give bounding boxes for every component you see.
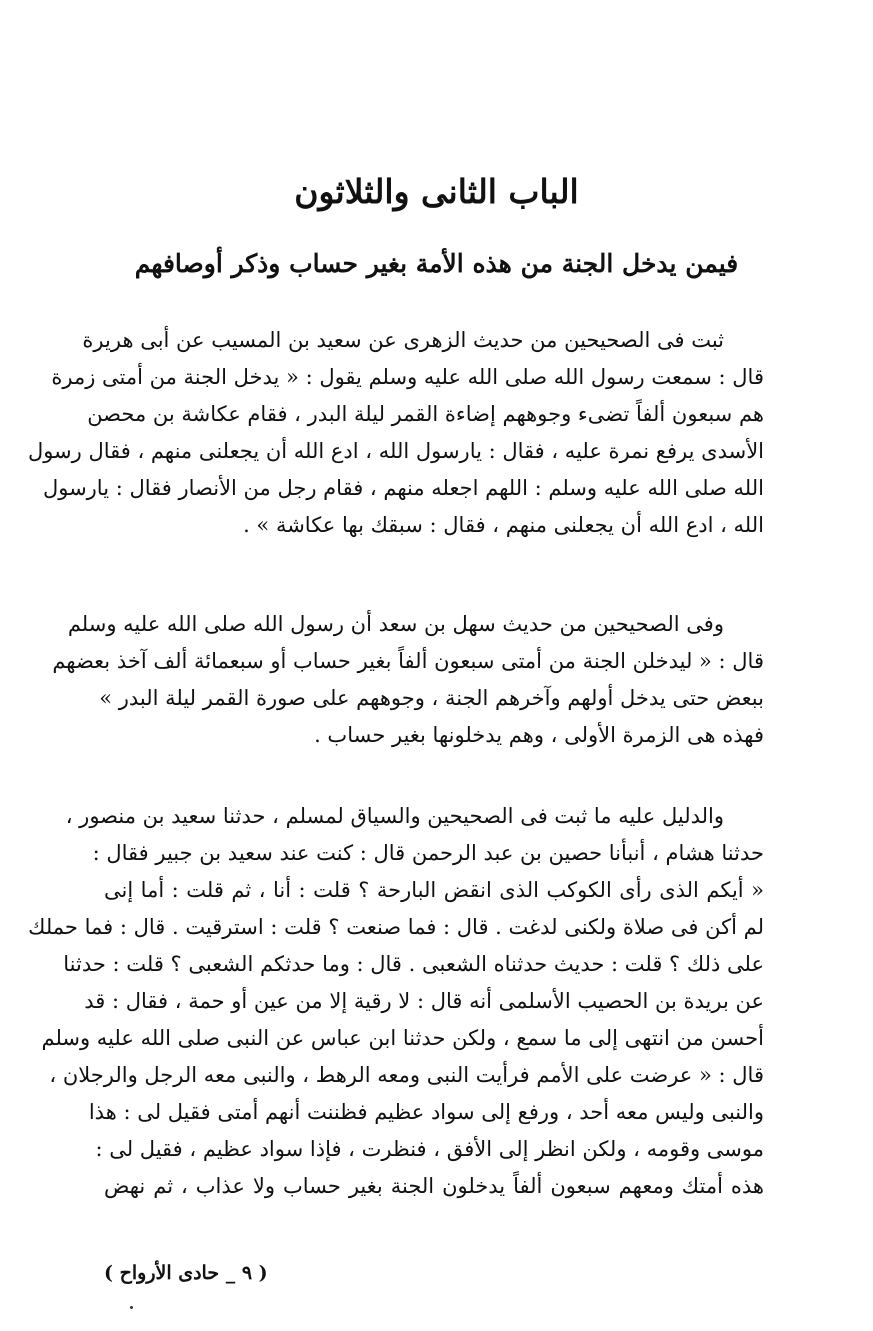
text-line: « أيكم الذى رأى الكوكب الذى انقض البارحة ؟ قلت : أنا ، ثم قلت : أما إنى [104,878,764,902]
text-line: على ذلك ؟ قلت : حديث حدثناه الشعبى . قال : وما حدثكم الشعبى ؟ قلت : حدثنا [63,952,764,976]
text-line: أحسن من انتهى إلى ما سمع ، ولكن حدثنا ابن عباس عن النبى صلى الله عليه وسلم [41,1026,764,1050]
text-line: قال : سمعت رسول الله صلى الله عليه وسلم يقول : « يدخل الجنة من أمتى زمرة [51,365,764,389]
text-line: عن بريدة بن الحصيب الأسلمى أنه قال : لا رقية إلا من عين أو حمة ، فقال : قد [84,989,764,1013]
paragraph-3 [28,798,764,1205]
text-line: هذه أمتك ومعهم سبعون ألفاً يدخلون الجنة بغير حساب ولا عذاب ، ثم نهض [104,1174,764,1198]
text-line: قال : « ليدخلن الجنة من أمتى سبعون ألفاً بغير حساب أو سبعمائة ألف آخذ بعضهم [52,649,764,673]
chapter-subtitle: فيمن يدخل الجنة من هذه الأمة بغير حساب وذكر أوصافهم [134,249,739,278]
text-line: وفى الصحيحين من حديث سهل بن سعد أن رسول الله صلى الله عليه وسلم [67,612,724,636]
text-line: ببعض حتى يدخل أولهم وآخرهم الجنة ، وجوههم على صورة القمر ليلة البدر » [99,686,764,710]
text-line: الله ، ادع الله أن يجعلنى منهم ، فقال : سبقك بها عكاشة » . [243,513,764,537]
text-line: الأسدى يرفع نمرة عليه ، فقال : يارسول الله ، ادع الله أن يجعلنى منهم ، فقال رسول [27,439,764,463]
text-line: والنبى وليس معه أحد ، ورفع إلى سواد عظيم فظننت أنهم أمتى فقيل لى : هذا [88,1100,764,1124]
text-line: فهذه هى الزمرة الأولى ، وهم يدخلونها بغير حساب . [314,723,764,747]
text-line: هم سبعون ألفاً تضىء وجوههم إضاءة القمر ليلة البدر ، فقام عكاشة بن محصن [87,402,764,426]
footer-signature: ( ٩ _ حادى الأرواح ) [104,1262,268,1284]
chapter-title: الباب الثانى والثلاثون [294,172,579,211]
text-line: ثبت فى الصحيحين من حديث الزهرى عن سعيد بن المسيب عن أبى هريرة [82,328,724,352]
text-line: لم أكن فى صلاة ولكنى لدغت . قال : فما صنعت ؟ قلت : استرقيت . قال : فما حملك [28,915,764,939]
text-line: والدليل عليه ما ثبت فى الصحيحين والسياق لمسلم ، حدثنا سعيد بن منصور ، [65,804,724,828]
text-line: حدثنا هشام ، أنبأنا حصين بن عبد الرحمن قال : كنت عند سعيد بن جبير فقال : [92,841,764,865]
paragraph-2 [52,606,764,754]
text-line: الله صلى الله عليه وسلم : اللهم اجعله منهم ، فقام رجل من الأنصار فقال : يارسول [42,476,764,500]
scan-speck [130,1306,133,1309]
paragraph-1 [27,322,764,544]
text-line: موسى وقومه ، ولكن انظر إلى الأفق ، فنظرت ، فإذا سواد عظيم ، فقيل لى : [95,1137,764,1161]
text-line: قال : « عرضت على الأمم فرأيت النبى ومعه الرهط ، والنبى معه الرجل والرجلان ، [49,1063,764,1087]
